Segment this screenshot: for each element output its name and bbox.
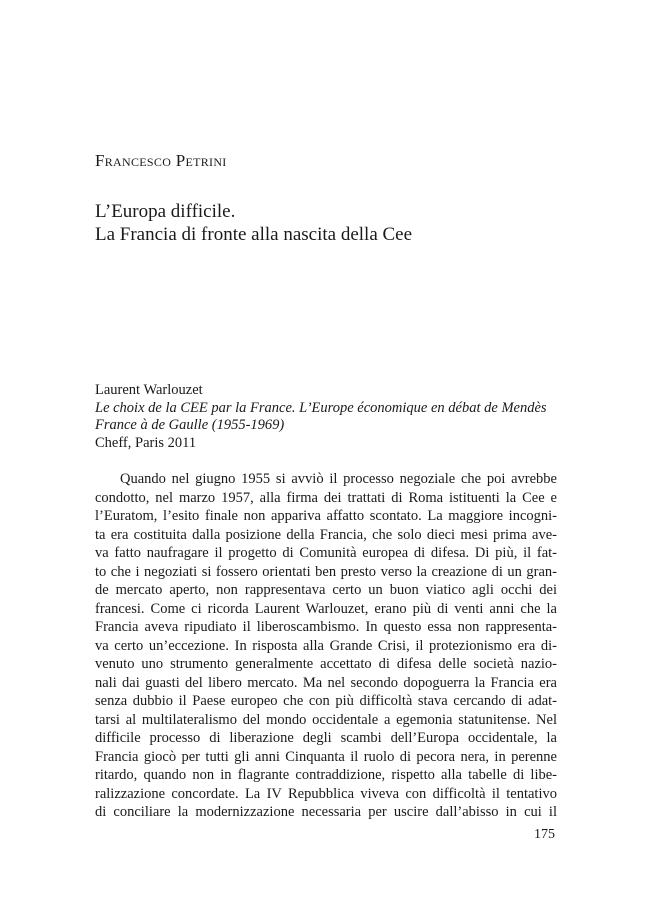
article-author: Francesco Petrini — [95, 151, 227, 170]
body-line: Francia giocò per tutti gli anni Cinquanta il ruolo di pecora nera, in perenne — [95, 748, 557, 765]
article-title-line-2: La Francia di fronte alla nascita della Cee — [95, 224, 413, 245]
body-line: tarsi al multilateralismo del mondo occidentale a egemonia statunitense. Nel — [95, 711, 557, 728]
body-line: venuto uno strumento generalmente accettato di difesa delle società nazio- — [95, 656, 557, 672]
body-text — [95, 470, 557, 822]
body-line: di conciliare la modernizzazione necessaria per uscire dall’abisso in cui il — [95, 804, 557, 820]
body-line: condotto, nel marzo 1957, alla firma dei trattati di Roma istituenti la Cee e — [95, 489, 557, 506]
body-line: difficile processo di liberazione degli scambi dell’Europa occidentale, la — [95, 730, 557, 746]
body-line: senza dubbio il Paese europeo che con più difficoltà stava cercando di adat- — [95, 693, 557, 709]
body-line: va fatto naufragare il progetto di Comunità europea di difesa. Di più, il fat- — [95, 545, 557, 561]
body-line: va certo un’eccezione. In risposta alla Grande Crisi, il protezionismo era di- — [95, 637, 557, 654]
book-title-line-2: France à de Gaulle (1955-1969) — [95, 417, 285, 433]
book-title-line-1: Le choix de la CEE par la France. L’Europe économique en débat de Mendès — [95, 399, 547, 416]
body-line: Francia aveva ripudiato il liberoscambismo. In questo essa non rappresenta- — [95, 619, 557, 635]
article-title — [95, 200, 412, 246]
book-author: Laurent Warlouzet — [95, 382, 203, 398]
body-line: to che i negoziati si fossero orientati ben presto verso la creazione di un gran- — [95, 563, 557, 580]
book-publisher: Cheff, Paris 2011 — [95, 434, 197, 451]
body-line: Quando nel giugno 1955 si avviò il processo negoziale che poi avrebbe — [120, 471, 557, 487]
body-line: de mercato aperto, non rappresentava certo un buon viatico agli occhi dei — [95, 582, 557, 598]
article-title-line-1: L’Europa difficile. — [95, 201, 236, 222]
body-line: nali dai guasti del libero mercato. Ma nel secondo dopoguerra la Francia era — [95, 674, 557, 691]
body-line: francesi. Come ci ricorda Laurent Warlouzet, erano più di venti anni che la — [95, 600, 557, 617]
reviewed-book-reference — [95, 382, 557, 452]
body-line: l’Euratom, l’esito finale non appariva affatto scontato. La maggiore incogni- — [95, 508, 557, 524]
body-line: ritardo, quando non in flagrante contraddizione, rispetto alla tabelle di libe- — [95, 767, 557, 783]
body-line: ta era costituita dalla posizione della Francia, che solo dieci mesi prima ave- — [95, 526, 557, 543]
body-line: ralizzazione concordate. La IV Repubblica viveva con difficoltà il tentativo — [95, 785, 557, 802]
page-number: 175 — [534, 827, 555, 842]
